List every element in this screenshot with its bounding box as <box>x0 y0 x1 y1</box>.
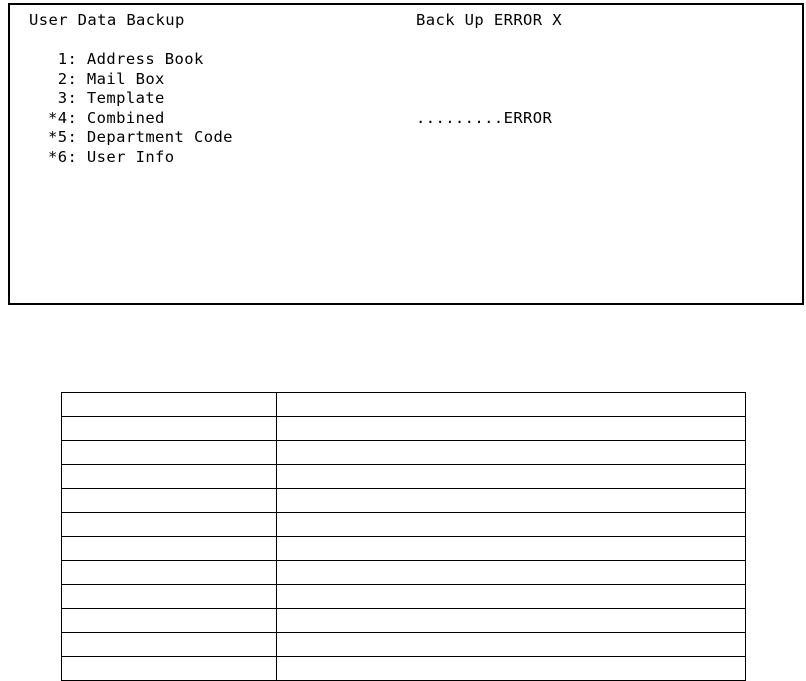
table-cell <box>62 561 277 585</box>
table-cell <box>277 513 746 537</box>
table-row <box>62 465 746 489</box>
table-cell <box>277 489 746 513</box>
table-cell <box>62 537 277 561</box>
table-cell <box>277 585 746 609</box>
backup-error-header: Back Up ERROR X <box>416 11 562 29</box>
table-cell <box>62 585 277 609</box>
screen-title: User Data Backup <box>29 11 185 29</box>
menu-item-mail-box[interactable]: 2: Mail Box <box>48 69 165 88</box>
menu-item-department-code[interactable]: *5: Department Code <box>48 128 233 146</box>
table-cell <box>62 633 277 657</box>
table-cell <box>277 537 746 561</box>
table-row <box>62 417 746 441</box>
table-cell <box>62 513 277 537</box>
blank-table <box>61 392 746 681</box>
menu-item-template[interactable]: 3: Template <box>48 89 165 107</box>
table-cell <box>277 657 746 681</box>
table-cell <box>62 441 277 465</box>
table-cell <box>62 489 277 513</box>
table-cell <box>62 393 277 417</box>
table-cell <box>62 657 277 681</box>
table-cell <box>277 465 746 489</box>
table-cell <box>277 609 746 633</box>
table-cell <box>277 441 746 465</box>
table-row <box>62 441 746 465</box>
table-cell <box>277 633 746 657</box>
backup-screen-panel <box>8 3 804 305</box>
table-row <box>62 657 746 681</box>
table-cell <box>62 465 277 489</box>
table-row <box>62 561 746 585</box>
table-row <box>62 537 746 561</box>
table-row <box>62 513 746 537</box>
menu-item-user-info[interactable]: *6: User Info <box>48 147 175 166</box>
table-cell <box>277 417 746 441</box>
combined-status: .........ERROR <box>416 109 553 127</box>
table-row <box>62 393 746 417</box>
menu-item-combined[interactable]: *4: Combined <box>48 108 165 127</box>
table-row <box>62 609 746 633</box>
table-row <box>62 633 746 657</box>
table-row <box>62 489 746 513</box>
table-row <box>62 585 746 609</box>
table-cell <box>62 609 277 633</box>
menu-item-address-book[interactable]: 1: Address Book <box>48 50 204 68</box>
table-cell <box>277 393 746 417</box>
table-cell <box>277 561 746 585</box>
table-cell <box>62 417 277 441</box>
